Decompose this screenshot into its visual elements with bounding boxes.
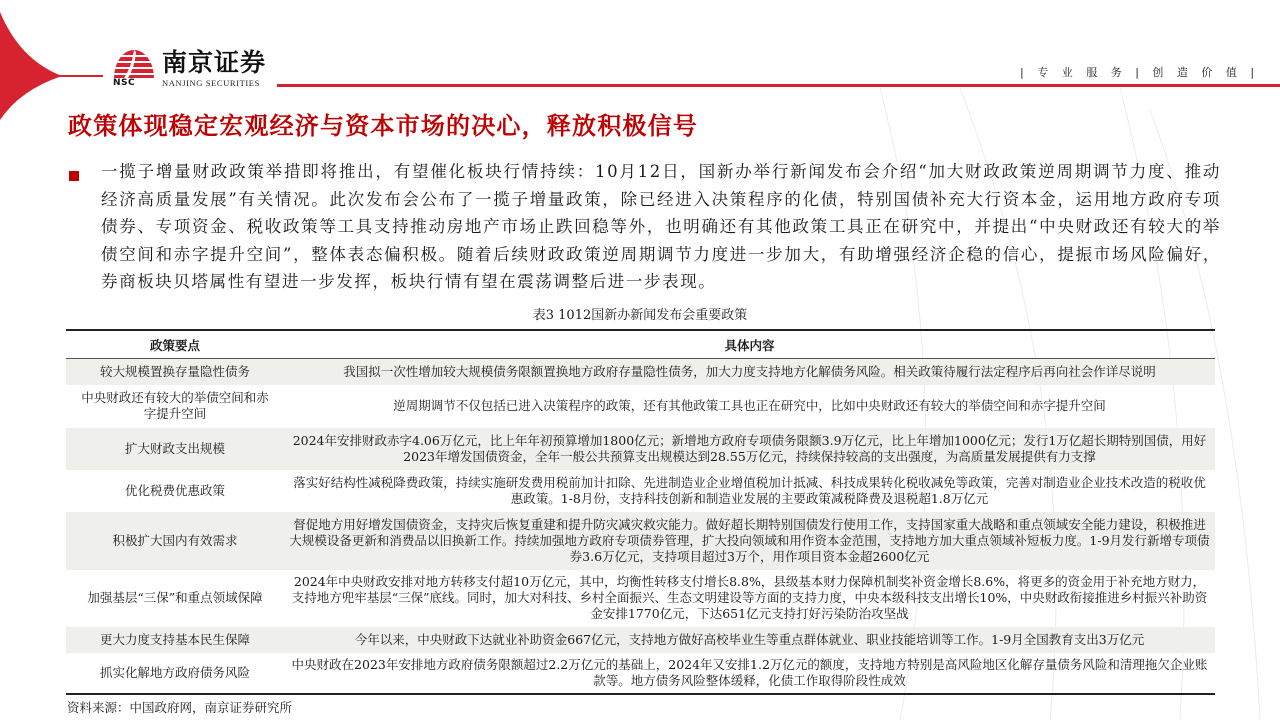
header-rule-right — [277, 84, 1280, 87]
policy-point-cell: 中央财政还有较大的举债空间和赤字提升空间 — [81, 390, 269, 421]
column-header-details: 具体内容 — [724, 337, 775, 353]
table-row — [66, 428, 1215, 470]
policy-content-cell: 我国拟一次性增加较大规模债务限额置换地方政府存量隐性债务，加大力度支持地方化解债务风险。相关政策待履行法定程序后再向社会作详尽说明 — [343, 363, 1156, 379]
policy-point-cell: 更大力度支持基本民生保障 — [99, 631, 250, 647]
slide-title: 政策体现稳定宏观经济与资本市场的决心，释放积极信号 — [68, 112, 698, 140]
header-slogan: | 专 业 服 务 | 创 造 价 值 | — [1020, 66, 1260, 79]
logo-name-cn: 南京证券 — [162, 48, 267, 77]
table-row — [66, 570, 1215, 627]
table-caption: 表3 1012国新办新闻发布会重要政策 — [532, 308, 748, 323]
column-header-policy-point: 政策要点 — [149, 337, 200, 353]
table-row — [66, 470, 1215, 512]
company-logo — [112, 48, 266, 88]
policy-point-cell: 较大规模置换存量隐性债务 — [99, 363, 250, 379]
nsc-emblem-icon: NSC — [112, 48, 156, 86]
summary-paragraph: 一揽子增量财政政策举措即将推出，有望催化板块行情持续：10月12日，国新办举行新闻发布会介绍“加大财政政策逆周期调节力度、推动经济高质量发展”有关情况。此次发布会公布了一揽子增量政策，除已经进入决策程序的化债，特别国债补充大行资本金，运用地方政府专项债券、专项资金、税收政策等工具支持推动房地产市场止跌回稳等外，也明确还有其他政策工具正在研究中，并提出“中央财政还有较大的举债空间和赤字提升空间”，整体表态偏积极。随着后续财政政策逆周期调节力度进一步加大，有助增强经济企稳的信心，提振市场风险偏好，券商板块贝塔属性有望进一步发挥，板块行情有望在震荡调整后进一步表现。 — [101, 162, 1221, 291]
table-row — [66, 627, 1215, 653]
policy-point-cell: 积极扩大国内有效需求 — [112, 532, 238, 548]
table-row — [66, 359, 1215, 385]
policy-point-cell: 扩大财政支出规模 — [124, 440, 225, 456]
data-source-note: 资料来源：中国政府网，南京证券研究所 — [67, 700, 293, 715]
table-row — [66, 385, 1215, 428]
bullet-square-icon — [69, 171, 79, 181]
policy-point-cell: 优化税费优惠政策 — [124, 482, 225, 498]
policy-table — [66, 329, 1215, 695]
policy-point-cell: 抓实化解地方政府债务风险 — [99, 664, 250, 680]
header-rule-left — [58, 75, 103, 77]
policy-content-cell: 中央财政在2023年安排地方政府债务限额超过2.2万亿元的基础上，2024年又安排1.2万亿元的额度，支持地方特别是高风险地区化解存量债务风险和清理拖欠企业账款等。地方债务风险整体缓释，化债工作取得阶段性成效 — [291, 656, 1208, 688]
logo-name-en: NANJING SECURITIES — [162, 78, 260, 88]
policy-point-cell: 加强基层“三保”和重点领域保障 — [87, 590, 263, 605]
policy-content-cell: 督促地方用好增发国债资金，支持灾后恢复重建和提升防灾减灾救灾能力。做好超长期特别国债发行使用工作，支持国家重大战略和重点领域安全能力建设，积极推进大规模设备更新和消费品以旧换新工作。持续加强地方政府专项债券管理，扩大投向领域和用作资本金范围，支持地方加大重点领域补短板力度。1-9月发行新增专项债券3.6万亿元，支持项目超过3万个，用作项目资本金超2600亿元 — [289, 516, 1210, 564]
policy-content-cell: 逆周期调节不仅包括已进入决策程序的政策，还有其他政策工具也正在研究中，比如中央财政还有较大的举债空间和赤字提升空间 — [393, 398, 1106, 413]
corner-red-decoration — [0, 0, 110, 120]
policy-content-cell: 2024年中央财政安排对地方转移支付超10万亿元，其中，均衡性转移支付增长8.8%，县级基本财力保障机制奖补资金增长8.6%，将更多的资金用于补充地方财力，支持地方兜牢基层“三保”底线。同时，加大对科技、乡村全面振兴、生态文明建设等方面的支持力度，中央本级科技支出增长10%，中央财政衔接推进乡村振兴补助资金安排1770亿元，下达651亿元支持打好污染防治攻坚战 — [291, 574, 1208, 621]
table-row — [66, 512, 1215, 570]
table-header-row — [66, 330, 1215, 359]
policy-content-cell: 落实好结构性减税降费政策，持续实施研发费用税前加计扣除、先进制造业企业增值税加计抵减、科技成果转化税收减免等政策，完善对制造业企业技术改造的税收优惠政策。1-8月份，支持科技创新和制造业发展的主要政策减税降费及退税超1.8万亿元 — [293, 474, 1206, 506]
policy-content-cell: 2024年安排财政赤字4.06万亿元，比上年年初预算增加1800亿元；新增地方政府专项债务限额3.9万亿元，比上年增加1000亿元；发行1万亿超长期特别国债，用好2023年增发国债资金，全年一般公共预算支出规模达到28.55万亿元，持续保持较高的支出强度，为高质量发展提供有力支撑 — [292, 432, 1207, 464]
table-row — [66, 653, 1215, 694]
policy-content-cell: 今年以来，中央财政下达就业补助资金667亿元，支持地方做好高校毕业生等重点群体就业、职业技能培训等工作。1-9月全国教育支出3万亿元 — [354, 631, 1145, 647]
